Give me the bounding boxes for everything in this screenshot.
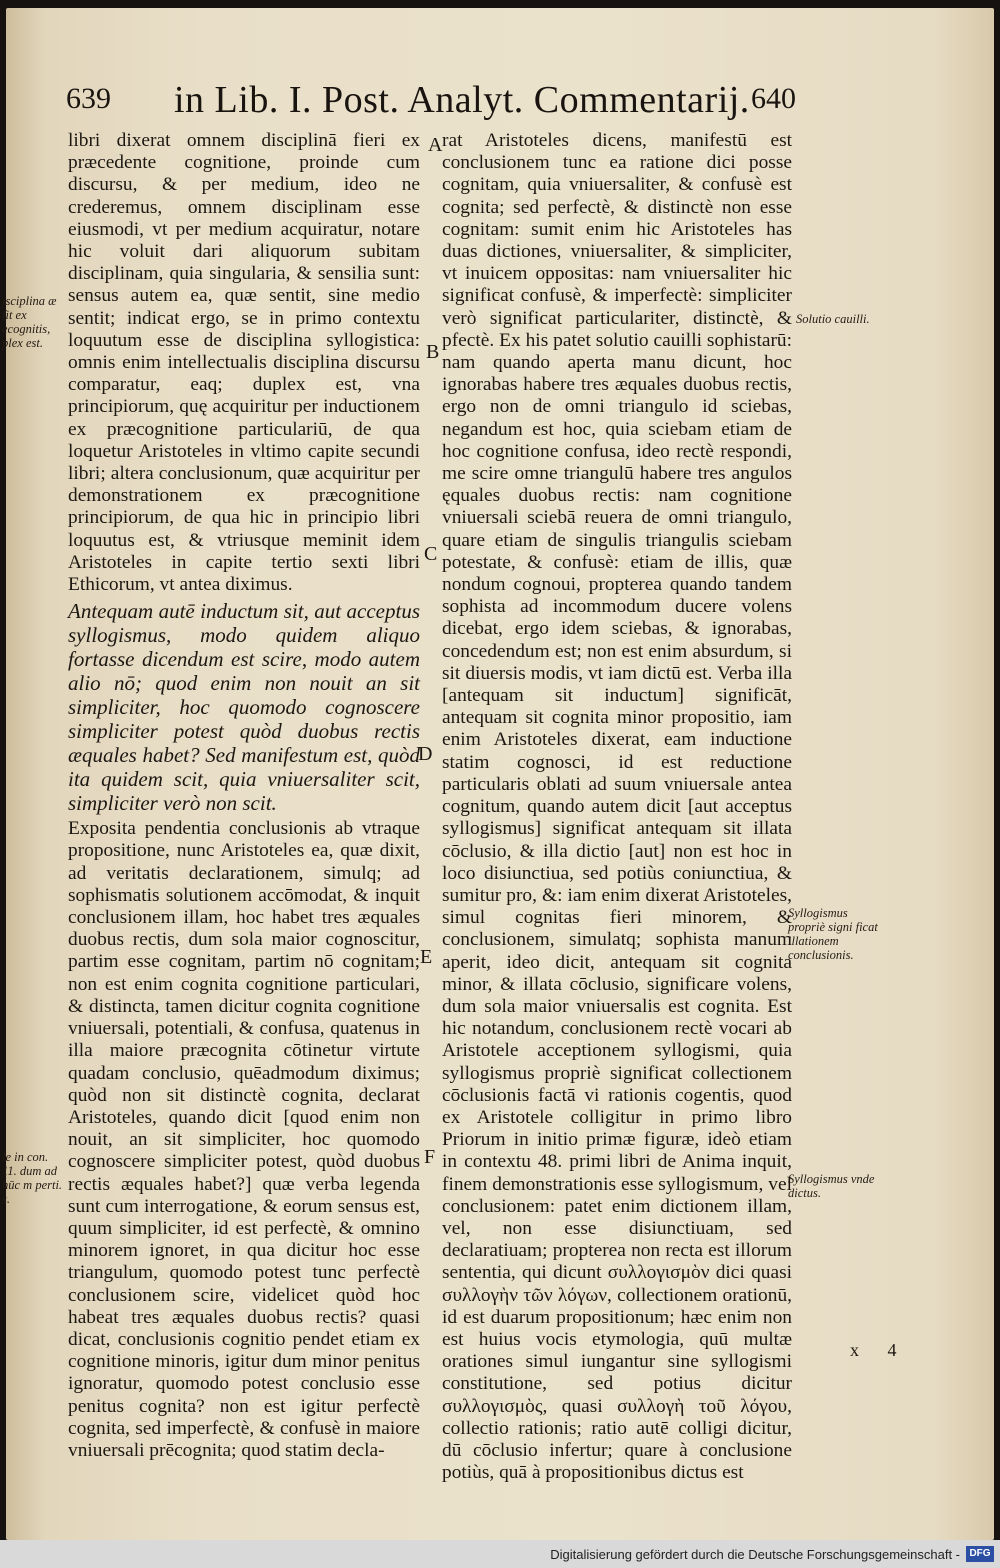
dfg-logo: DFG <box>966 1546 994 1562</box>
page-number-right: 640 <box>751 82 796 115</box>
section-letter-d: D <box>418 743 433 765</box>
margin-note-right: Solutio cauilli. <box>796 312 870 326</box>
signature-mark: x 4 <box>850 1340 909 1360</box>
margin-note-left: le in con. 11. dum ad hūc m perti. s. <box>2 1150 63 1206</box>
running-title: in Lib. I. Post. Analyt. Commentarij. <box>174 79 750 121</box>
section-letter-e: E <box>420 946 433 968</box>
margin-note-right: Syllogismus vnde dictus. <box>788 1172 875 1200</box>
margin-note-left: isciplina æ fit ex ecognitis, plex est. <box>2 294 57 350</box>
page-header <box>66 78 796 126</box>
digitization-footer <box>0 1540 1000 1568</box>
paragraph: Exposita pendentia conclusionis ab vtraque propositione, nunc Aristoteles ea, quæ dixit, ad veritatis declarationem, simulq; ad sophismatis solutionem accōmodat, & inquit conclusionem illam, hoc habet tres æquales duobus rectis, dum sola maior cognoscitur, partim esse cognitam, partim nō cognitam; non est enim cognita cognitione particulari, & distincta, tamen dicitur cognita cognitione vniuersali, potentiali, & confusa, quatenus in illa maiore præcognita cōtinetur virtute quadam conclusio, quēadmodum diximus; quòd non sit distinctè cognita, declarat Aristoteles, quando dicit [quod enim non nouit, an sit simpliciter, hoc quomodo cognoscere simpliciter potest, quòd duobus rectis æquales habet?] quæ verba legenda sunt cum interrogatione, & eorum sensus est, quum simpliciter, id est perfectè, & omnino minorem ignoret, in qua dicitur hoc esse triangulum, quomodo potest tunc perfectè conclusionem scire, videlicet quòd hoc habeat tres æquales duobus rectis? quasi dicat, conclusionis cognitio pendet etiam ex cognitione minoris, igitur dum minor penitus ignoratur, quomodo potest conclusio esse penitus cognita? non est igitur perfectè cognita, sed imperfectè, & confusè in maiore vniuersali prēcognita; quod statim decla- <box>68 818 420 1461</box>
lemma-paragraph: Antequam autē inductum sit, aut acceptus syllogismus, modo quidem aliquo fortasse dicendum est scire, modo autem alio nō; quod enim non nouit an sit simpliciter, hoc quomodo cognoscere simpliciter potest quòd duobus rectis æquales habet? Sed manifestum est, quòd ita quidem scit, quia vniuersaliter scit, simpliciter verò non scit. <box>68 599 420 816</box>
section-letter-c: C <box>424 543 438 565</box>
paragraph: libri dixerat omnem disciplinā fieri ex præcedente cognitione, proinde cum discursu, & per medium, ideo ne crederemus, omnem disciplinam esse eiusmodi, vt per medium acquiratur, notare hic voluit dari aliquorum subitam disciplinam, quia singularia, & sensilia sunt: sensus autem ea, quæ sentit, sine medio sentit; indicat ergo, se in primo contextu loquutum esse de disciplina syllogistica: omnis enim intellectualis disciplina discursu comparatur, eaq; duplex est, vna principiorum, quę acquiritur per inductionem ex præcognitione particulariū, de qua loquetur Aristoteles in vltimo capite secundi libri; altera conclusionum, quæ acquiritur per demonstrationem ex præcognitione principiorum, de qua hic in principio libri loquutus est, & vtriusque meminit idem Aristoteles in capite tertio sexti libri Ethicorum, vt antea diximus. <box>68 130 420 596</box>
text-column-right <box>442 130 792 1484</box>
paragraph: rat Aristoteles dicens, manifestū est conclusionem tunc ea ratione dici posse cognitam, quia vniuersaliter, & confusè est cognita; sed perfectè, & distinctè non esse cognitam: sumit enim hic Aristoteles has duas dictiones, vniuersaliter, & simpliciter, vt inuicem oppositas: nam vniuersaliter hic significat confusè, & imperfectè: simpliciter verò significat particulariter, distinctè, & pfectè. Ex his patet solutio cauilli sophistarū: nam quando aperta manu dicunt, hoc ignorabas habere tres æquales duobus rectis, ergo non de omni triangulo id sciebas, negandum est hoc, quia sciebam etiam de hoc cognitione confusa, ideo rectè respondi, me scire omne triangulū habere tres angulos ęquales duobus rectis: nam cognitione vniuersali sciebā reuera de omni triangulo, quare etiam de singulis triangulis sciebam potestate, & confusè: etiam de illis, quæ nondum cognoui, propterea quando tandem sophista ad incommodum ducere volens dicebat, ergo idem sciebas, & ignorabas, concedendum est; non est enim absurdum, si sit diuersis modis, vt iam dictū est. Verba illa [antequam sit inductum] significāt, antequam sit cognita minor propositio, iam enim Aristoteles dixerat, eam inductione statim cognosci, id est reductione particularis oblati ad suum vniuersale antea cognitum, quando autem dicit [aut acceptus syllogismus] significat antequam sit illata cōclusio, & illa dictio [aut] non est hoc in loco disiunctiua, sed potiùs coniunctiua, & sumitur pro, &: iam enim dixerat Aristoteles, simul cognitas fieri minorem, & conclusionem, simulatq; sophista manum aperit, ideo dicit, antequam sit cognita minor, & illata cōclusio, significare volens, dum sola maior vniuersalis est cognita. Est hic notandum, conclusionem rectè vocari ab Aristotele acceptionem syllogismi, quia syllogismus propriè significat collectionem cōclusionis factā vi rationis cogentis, quod ex Aristotele colligitur in primo libro Priorum in initio primæ figuræ, ideò etiam in contextu 48. primi libri de Anima inquit, finem demonstrationis esse syllogismum, vel conclusionem: patet enim dictionem illam, vel, non esse disiunctiuam, sed declaratiuam; propterea non recta est illorum sententia, qui dicunt συλλογισμὸν dici quasi συλλογὴν τῶν λόγων, collectionem orationū, id est duarum propositionum; hæc enim non est huius vocis etymologia, quū multæ orationes simul iungantur sine syllogismi constitutione, sed potius dicitur συλλογισμὸς, quasi συλλογὴ τοῦ λόγου, collectio rationis; ratio autē colligi dicitur, dū cōclusio infertur; quare à conclusione potiùs, quā à propositionibus dictus est <box>442 130 792 1484</box>
footer-text: Digitalisierung gefördert durch die Deutsche Forschungsgemeinschaft - <box>550 1547 960 1562</box>
section-letter-a: A <box>428 134 443 156</box>
section-letter-f: F <box>424 1146 436 1168</box>
page-number-left: 639 <box>66 82 111 115</box>
text-column-left <box>68 130 420 1462</box>
section-letter-b: B <box>426 341 440 363</box>
margin-note-right: Syllogismus propriè signi ficat illationem conclusionis. <box>788 906 878 962</box>
